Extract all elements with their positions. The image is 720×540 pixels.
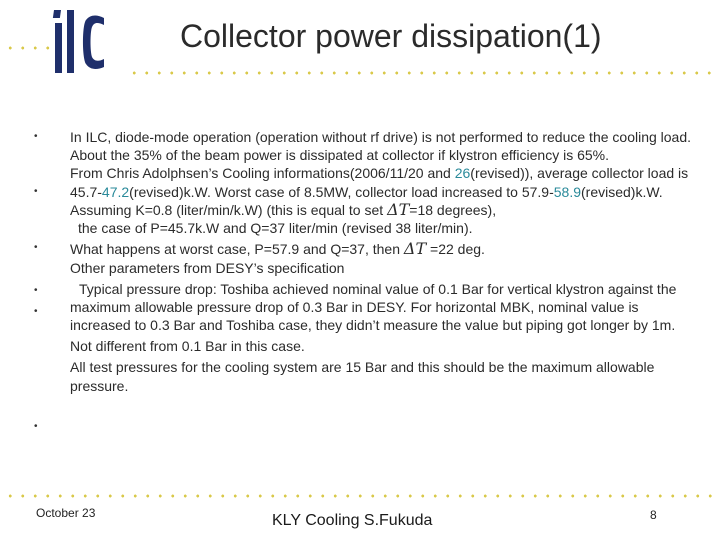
- bullet-marker-6: •: [34, 421, 38, 432]
- bullet-marker-5: •: [34, 306, 38, 317]
- top-dot-rule: [128, 71, 716, 75]
- top-left-dot-rule: [4, 46, 56, 50]
- delta-t-symbol-2: ΔT: [403, 239, 427, 259]
- bullet-marker-3: •: [34, 242, 38, 253]
- bullet-marker-2: •: [34, 186, 38, 197]
- bottom-dot-rule: [4, 494, 718, 498]
- bullet-5-para-2: Not different from 0.1 Bar in this case.: [70, 338, 305, 355]
- bullet-5-heading: Other parameters from DESY’s specification: [70, 260, 345, 277]
- bullet-2: From Chris Adolphsen’s Cooling informations(2006/11/20 and 26(revised)), average collector load is 45.7-47.2(revised)k.W. Worst case of 8.5MW, collector load increased to 57.9-58.9(revised)k.W.: [70, 165, 689, 200]
- bullet-5-para-1: Typical pressure drop: Toshiba achieved nominal value of 0.1 Bar for vertical klystron against the maximum allowable pressure drop of 0.3 Bar in DESY. For horizontal MBK, nominal value is increased to 0.3 Bar and Toshiba case, they didn’t measure the value but piping got longer by 1m.: [70, 280, 677, 334]
- ilc-logo-icon: [52, 10, 106, 74]
- slide-title: Collector power dissipation(1): [180, 18, 602, 54]
- bullet-3: Assuming K=0.8 (liter/min/k.W) (this is equal to set ΔT=18 degrees),: [70, 199, 497, 219]
- footer-date: October 23: [36, 506, 96, 520]
- bullet-1: In ILC, diode-mode operation (operation without rf drive) is not performed to reduce the cooling load. About the 35% of the beam power is dissipated at collector if klystron efficiency is 65%.: [70, 129, 692, 164]
- highlight-26: 26: [454, 165, 471, 182]
- page-number: 8: [650, 508, 657, 522]
- highlight-47-2: 47.2: [101, 183, 130, 200]
- bullet-marker-1: •: [34, 131, 38, 142]
- bullet-marker-4: •: [34, 285, 38, 296]
- bullet-3-line-2: the case of P=45.7k.W and Q=37 liter/min (revised 38 liter/min).: [78, 220, 473, 237]
- footer-author: KLY Cooling S.Fukuda: [272, 512, 433, 529]
- bullet-4: What happens at worst case, P=57.9 and Q=37, then ΔT =22 deg.: [70, 239, 485, 259]
- bullet-6: All test pressures for the cooling system are 15 Bar and this should be the maximum allowable pressure.: [70, 359, 655, 394]
- slide-body: [70, 128, 695, 395]
- highlight-58-9: 58.9: [553, 183, 581, 200]
- delta-t-symbol: ΔT: [387, 199, 410, 219]
